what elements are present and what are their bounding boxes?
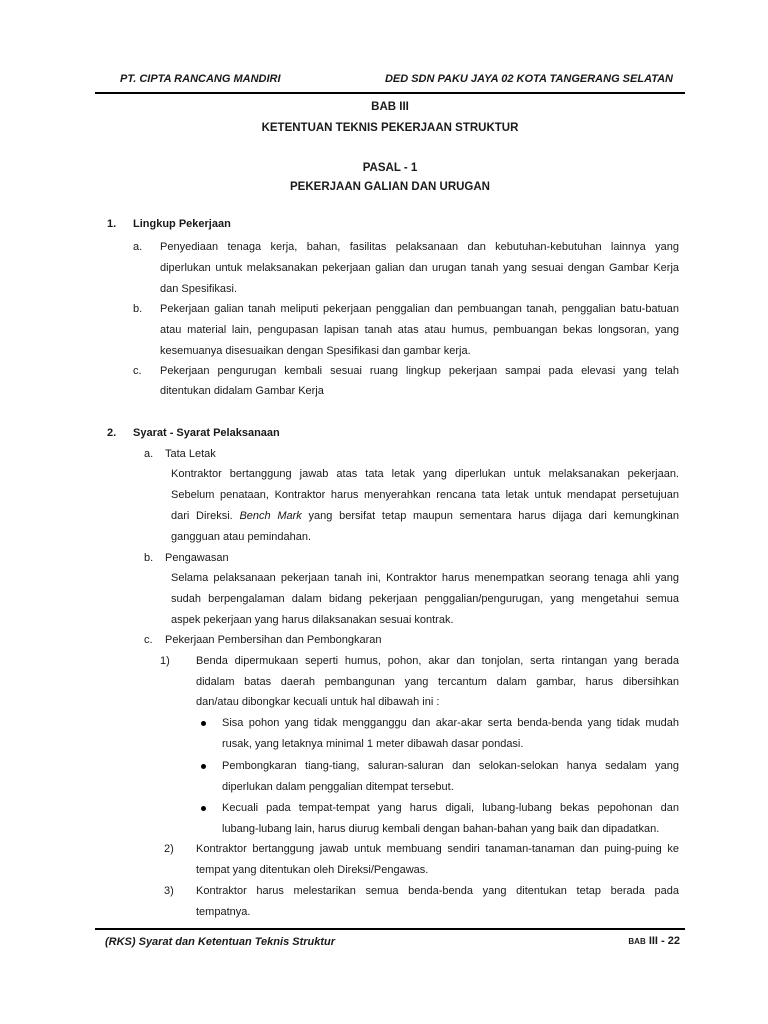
bullet-1-line: Sisa pohon yang tidak mengganggu dan akar-akar serta benda-benda yang tidak mudah: [222, 717, 679, 729]
subitem-3-line: Kontraktor harus melestarikan semua benda-benda yang ditentukan tetap berada pada: [196, 885, 679, 897]
section-1-item-c-line: Pekerjaan pengurugan kembali sesuai ruang lingkup pekerjaan sampai pada elevasi yang telah: [160, 365, 679, 377]
section-2-item-a-line: gangguan atau pemindahan.: [171, 531, 312, 543]
bullet-3-line: Kecuali pada tempat-tempat yang harus digali, lubang-lubang bekas pepohonan dan: [222, 802, 679, 814]
section-2-item-c-title: Pekerjaan Pembersihan dan Pembongkaran: [165, 634, 382, 646]
section-2-item-b-line: sudah berpengalaman dalam bidang pekerjaan penggalian/pengurugan, yang mengetahui semua: [171, 593, 679, 605]
bullet-icon: [201, 806, 206, 811]
section-1-number: 1.: [107, 218, 117, 230]
subitem-1-line: didalam batas daerah pembangunan yang tercantum dalam gambar, harus dibersihkan: [196, 676, 679, 688]
footer-rule: [95, 928, 685, 930]
section-2-item-a-line: Sebelum penataan, Kontraktor harus menyerahkan rencana tata letak untuk mendapat persetujuan: [171, 489, 679, 501]
footer-bab-label: BAB: [628, 937, 646, 946]
section-1-item-b-line: atau material lain, pengupasan lapisan tanah atas atau humus, pembuangan bekas longsoran, yang: [160, 324, 679, 336]
subitem-2-line: Kontraktor bertanggung jawab untuk membuang sendiri tanaman-tanaman dan puing-puing ke: [196, 843, 679, 855]
text-fragment: yang bersifat tetap maupun sementara harus dijaga dari kemungkinan: [308, 510, 679, 522]
footer-document-title: (RKS) Syarat dan Ketentuan Teknis Struktur: [105, 936, 336, 948]
section-2-item-a-line: Kontraktor bertanggung jawab atas tata letak yang diperlukan untuk melaksanakan pekerjaan.: [171, 468, 679, 480]
header-rule: [95, 92, 685, 94]
text-fragment: dari Direksi.: [171, 510, 233, 522]
subitem-1-line: Benda dipermukaan seperti humus, pohon, akar dan tonjolan, serta rintangan yang berada: [196, 655, 679, 667]
footer-page-label: III - 22: [648, 935, 680, 947]
section-1-title: Lingkup Pekerjaan: [133, 218, 231, 230]
article-label: PASAL - 1: [362, 162, 418, 174]
bench-mark-term: Bench Mark: [239, 510, 302, 522]
subitem-1-line: dan/atau dibongkar kecuali untuk hal dibawah ini :: [196, 696, 440, 708]
section-2-number: 2.: [107, 427, 117, 439]
section-2-title: Syarat - Syarat Pelaksanaan: [133, 427, 280, 439]
section-2-item-a-line: [171, 509, 679, 523]
section-2-item-a-marker: a.: [144, 448, 154, 460]
subitem-2-line: tempat yang ditentukan oleh Direksi/Pengawas.: [196, 864, 429, 876]
section-2-item-b-marker: b.: [144, 552, 154, 564]
bullet-1-line: rusak, yang letaknya minimal 1 meter dibawah dasar pondasi.: [222, 738, 524, 750]
section-1-item-a-line: dan Spesifikasi.: [160, 283, 238, 295]
bullet-2-line: diperlukan dalam penggalian ditempat tersebut.: [222, 781, 454, 793]
section-2-item-c-marker: c.: [144, 634, 153, 646]
section-1-item-a-line: Penyediaan tenaga kerja, bahan, fasilitas pelaksanaan dan kebutuhan-kebutuhan lainnya yang: [160, 241, 679, 253]
subitem-1-marker: 1): [160, 655, 170, 667]
section-1-item-b-line: Pekerjaan galian tanah meliputi pekerjaan penggalian dan pembuangan tanah, penggalian batu-batuan: [160, 303, 679, 315]
bullet-icon: [201, 721, 206, 726]
subitem-3-marker: 3): [164, 885, 174, 897]
section-1-item-c-marker: c.: [133, 365, 142, 377]
subitem-2-marker: 2): [164, 843, 174, 855]
section-2-item-b-line: aspek pekerjaan yang harus dilaksanakan sesuai kontrak.: [171, 614, 454, 626]
chapter-title: KETENTUAN TEKNIS PEKERJAAN STRUKTUR: [261, 122, 519, 134]
bullet-icon: [201, 764, 206, 769]
header-project: DED SDN PAKU JAYA 02 KOTA TANGERANG SELATAN: [384, 73, 673, 85]
bullet-3-line: lubang-lubang lain, harus diurug kembali dengan bahan-bahan yang baik dan dipadatkan.: [222, 823, 660, 835]
section-1-item-a-marker: a.: [133, 241, 143, 253]
footer-page-number: [628, 935, 680, 947]
section-2-item-a-title: Tata Letak: [165, 448, 216, 460]
section-1-item-b-line: kesemuanya disesuaikan dengan Spesifikasi dan gambar kerja.: [160, 345, 471, 357]
bullet-2-line: Pembongkaran tiang-tiang, saluran-saluran dan selokan-selokan hanya sedalam yang: [222, 760, 679, 772]
section-1-item-a-line: diperlukan untuk melaksanakan pekerjaan galian dan urugan tanah yang sesuai dengan Gambar Kerja: [160, 262, 679, 274]
section-1-item-c-line: ditentukan didalam Gambar Kerja: [160, 385, 324, 397]
chapter-label: BAB III: [371, 101, 409, 113]
article-title: PEKERJAAN GALIAN DAN URUGAN: [290, 181, 490, 193]
section-1-item-b-marker: b.: [133, 303, 143, 315]
subitem-3-line: tempatnya.: [196, 906, 251, 918]
section-2-item-b-title: Pengawasan: [165, 552, 229, 564]
section-2-item-b-line: Selama pelaksanaan pekerjaan tanah ini, Kontraktor harus menempatkan seorang tenaga ahli yang: [171, 572, 679, 584]
header-company: PT. CIPTA RANCANG MANDIRI: [120, 73, 281, 85]
